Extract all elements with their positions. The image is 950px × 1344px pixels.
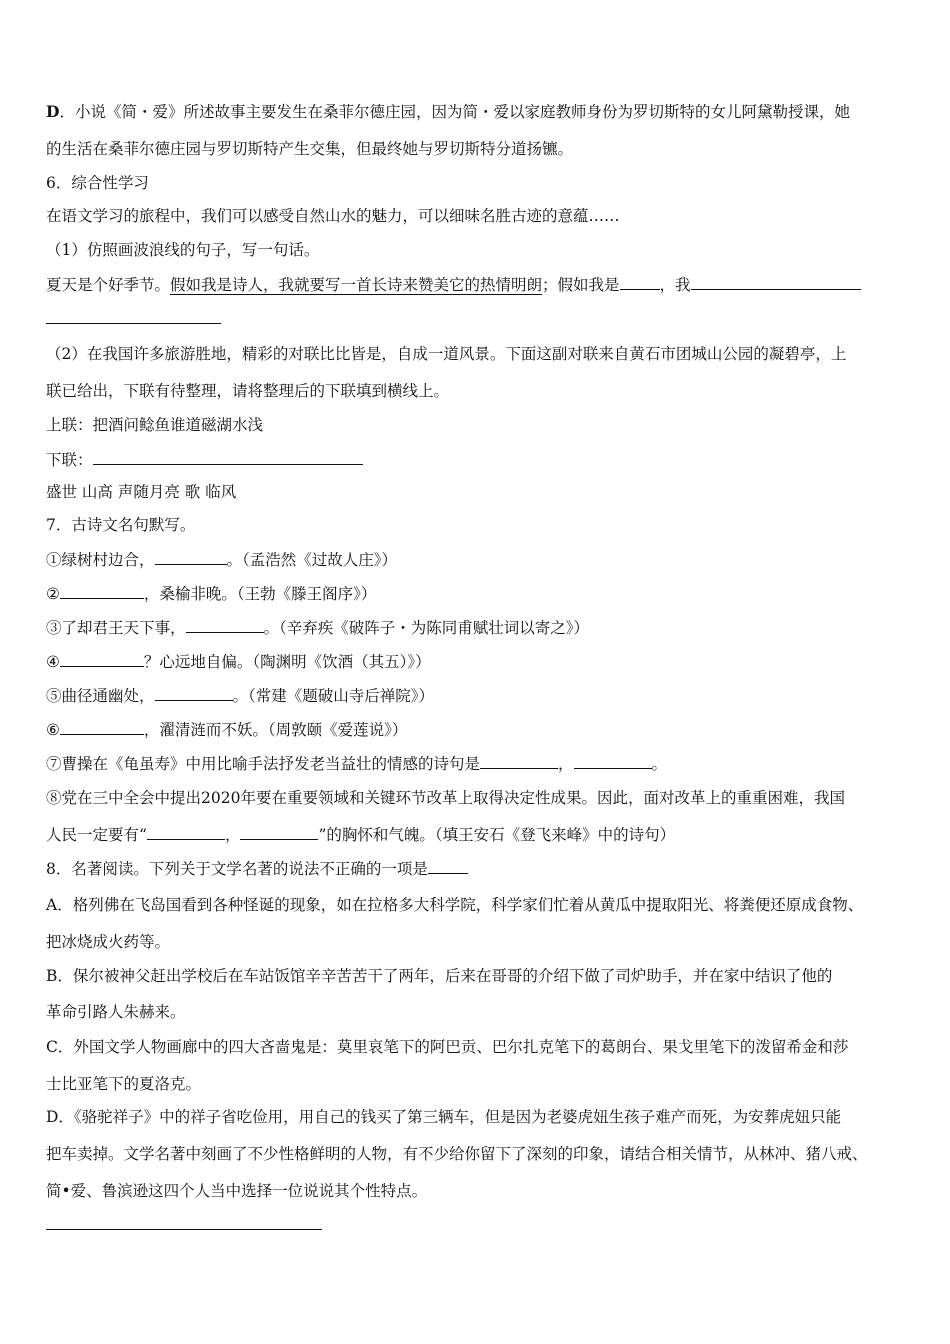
q8-option-d-line-1: D．《骆驼祥子》中的祥子省吃俭用，用自己的钱买了第三辆车，但是因为老婆虎妞生孩子难产而死，为安葬虎妞只能 — [46, 1108, 842, 1126]
q7-item-1-source: 。（孟浩然《过故人庄》） — [226, 551, 398, 569]
q7-item-1 — [46, 549, 397, 570]
lower-couplet — [46, 449, 363, 470]
answer-blank[interactable] — [155, 685, 233, 701]
d-option-line-1 — [46, 102, 850, 122]
answer-line[interactable] — [46, 1229, 322, 1230]
q8-option-b-line-2: 革命引路人朱赫来。 — [46, 1003, 186, 1021]
answer-blank[interactable] — [60, 583, 144, 599]
answer-blank[interactable] — [155, 549, 227, 565]
answer-blank[interactable] — [60, 719, 144, 735]
option-text: ．小说《简・爱》所述故事主要发生在桑菲尔德庄园，因为简・爱以家庭教师身份为罗切斯特的女儿阿黛勒授课，她 — [59, 103, 850, 121]
q7-item-2-source: ，桑榆非晚。（王勃《滕王阁序》） — [143, 585, 377, 603]
answer-blank[interactable] — [186, 617, 264, 633]
q7-item-7-end: 。 — [651, 755, 668, 773]
answer-blank[interactable] — [60, 651, 144, 667]
q7-item-8-comma: ， — [224, 826, 241, 844]
q7-item-5-source: 。（常建《题破山寺后禅院》） — [232, 687, 435, 705]
q6-intro: 在语文学习的旅程中，我们可以感受自然山水的魅力，可以细味名胜古迹的意蕴…… — [46, 207, 620, 225]
answer-blank[interactable] — [428, 858, 468, 874]
q7-item-3 — [46, 617, 589, 638]
wavy-underlined-example: 假如我是诗人，我就要写一首长诗来赞美它的热情明朗 — [170, 276, 543, 294]
q7-item-4-text: ④ — [46, 653, 60, 671]
q7-item-7-text: ⑦曹操在《龟虽寿》中用比喻手法抒发老当益壮的情感的诗句是 — [46, 755, 481, 773]
q6-lead-text: 夏天是个好季节。 — [46, 276, 171, 294]
q8-heading-text: 8．名著阅读。下列关于文学名著的说法不正确的一项是 — [46, 860, 428, 878]
q7-item-8-line-2 — [46, 824, 675, 845]
q8-option-c-line-1: C．外国文学人物画廊中的四大吝啬鬼是：莫里哀笔下的阿巴贡、巴尔扎克笔下的葛朗台、果戈里笔下的泼留希金和莎 — [46, 1038, 849, 1056]
q7-item-6 — [46, 719, 407, 740]
q8-option-a-line-1: A．格列佛在飞岛国看到各种怪诞的现象，如在拉格多大科学院，科学家们忙着从黄瓜中提取阳光、将粪便还原成食物、 — [46, 896, 864, 914]
q7-item-4 — [46, 651, 431, 672]
q6-part1-prompt: （1）仿照画波浪线的句子，写一句话。 — [46, 241, 320, 259]
q7-item-6-text: ⑥ — [46, 721, 60, 739]
q7-heading: 7．古诗文名句默写。 — [46, 516, 196, 534]
answer-blank[interactable] — [480, 753, 558, 769]
upper-couplet: 上联：把酒问鲶鱼谁道磁湖水浅 — [46, 416, 264, 434]
q7-item-3-text: ③了却君王天下事， — [46, 619, 186, 637]
answer-blank[interactable] — [574, 753, 652, 769]
couplet-words: 盛世 山高 声随月亮 歌 临风 — [46, 483, 237, 501]
answer-blank[interactable] — [240, 824, 318, 840]
q7-item-8-source: ”的胸怀和气魄。（填王安石《登飞来峰》中的诗句） — [318, 826, 676, 844]
q7-item-5 — [46, 685, 434, 706]
q6-cont-b: ，我 — [659, 276, 691, 294]
q8-option-c-line-2: 士比亚笔下的夏洛克。 — [46, 1075, 202, 1093]
q8-option-d-line-2: 把车卖掉。文学名著中刻画了不少性格鲜明的人物，有不少给你留下了深刻的印象，请结合相关情节，从林冲、猪八戒、 — [46, 1145, 868, 1163]
q8-option-a-line-2: 把冰烧成火药等。 — [46, 933, 171, 951]
q6-part2-line-2: 联已给出，下联有待整理，请将整理后的下联填到横线上。 — [46, 382, 450, 400]
q7-item-7-comma: ， — [558, 755, 574, 773]
q7-item-6-source: ，濯清涟而不妖。（周敦颐《爱莲说》） — [143, 721, 408, 739]
q6-heading: 6．综合性学习 — [46, 174, 149, 192]
q7-item-8-text: 人民一定要有“ — [46, 826, 147, 844]
q7-item-8-line-1: ⑧党在三中全会中提出2020年要在重要领域和关键环节改革上取得决定性成果。因此，面对改革上的重重困难，我国 — [46, 789, 845, 807]
q7-item-3-source: 。（辛弃疾《破阵子・为陈同甫赋壮词以寄之》） — [263, 619, 590, 637]
q7-item-2 — [46, 583, 376, 604]
answer-blank[interactable] — [147, 824, 225, 840]
q6-part1-sentence — [46, 274, 861, 295]
q8-option-d-line-3: 简•爱、鲁滨逊这四个人当中选择一位说说其个性特点。 — [46, 1182, 428, 1200]
q7-item-7 — [46, 753, 667, 774]
lower-couplet-label: 下联： — [46, 451, 93, 469]
answer-line[interactable] — [46, 323, 221, 324]
answer-blank[interactable] — [691, 274, 861, 290]
q7-item-1-text: ①绿树村边合， — [46, 551, 155, 569]
q8-heading — [46, 858, 468, 879]
q6-cont-a: ；假如我是 — [542, 276, 620, 294]
option-label: D — [46, 102, 60, 121]
lower-couplet-blank[interactable] — [93, 449, 363, 465]
q6-part2-line-1: （2）在我国许多旅游胜地，精彩的对联比比皆是，自成一道风景。下面这副对联来自黄石市团城山公园的凝碧亭，上 — [46, 345, 847, 363]
d-option-line-2: 的生活在桑菲尔德庄园与罗切斯特产生交集，但最终她与罗切斯特分道扬镳。 — [46, 140, 574, 158]
q8-option-b-line-1: B．保尔被神父赶出学校后在车站饭馆辛辛苦苦干了两年，后来在哥哥的介绍下做了司炉助手，并在家中结识了他的 — [46, 967, 833, 985]
q7-item-2-text: ② — [46, 585, 60, 603]
q7-item-4-source: ？心远地自偏。（陶渊明《饮酒（其五）》） — [143, 653, 431, 671]
q7-item-5-text: ⑤曲径通幽处， — [46, 687, 155, 705]
answer-blank[interactable] — [620, 274, 660, 290]
